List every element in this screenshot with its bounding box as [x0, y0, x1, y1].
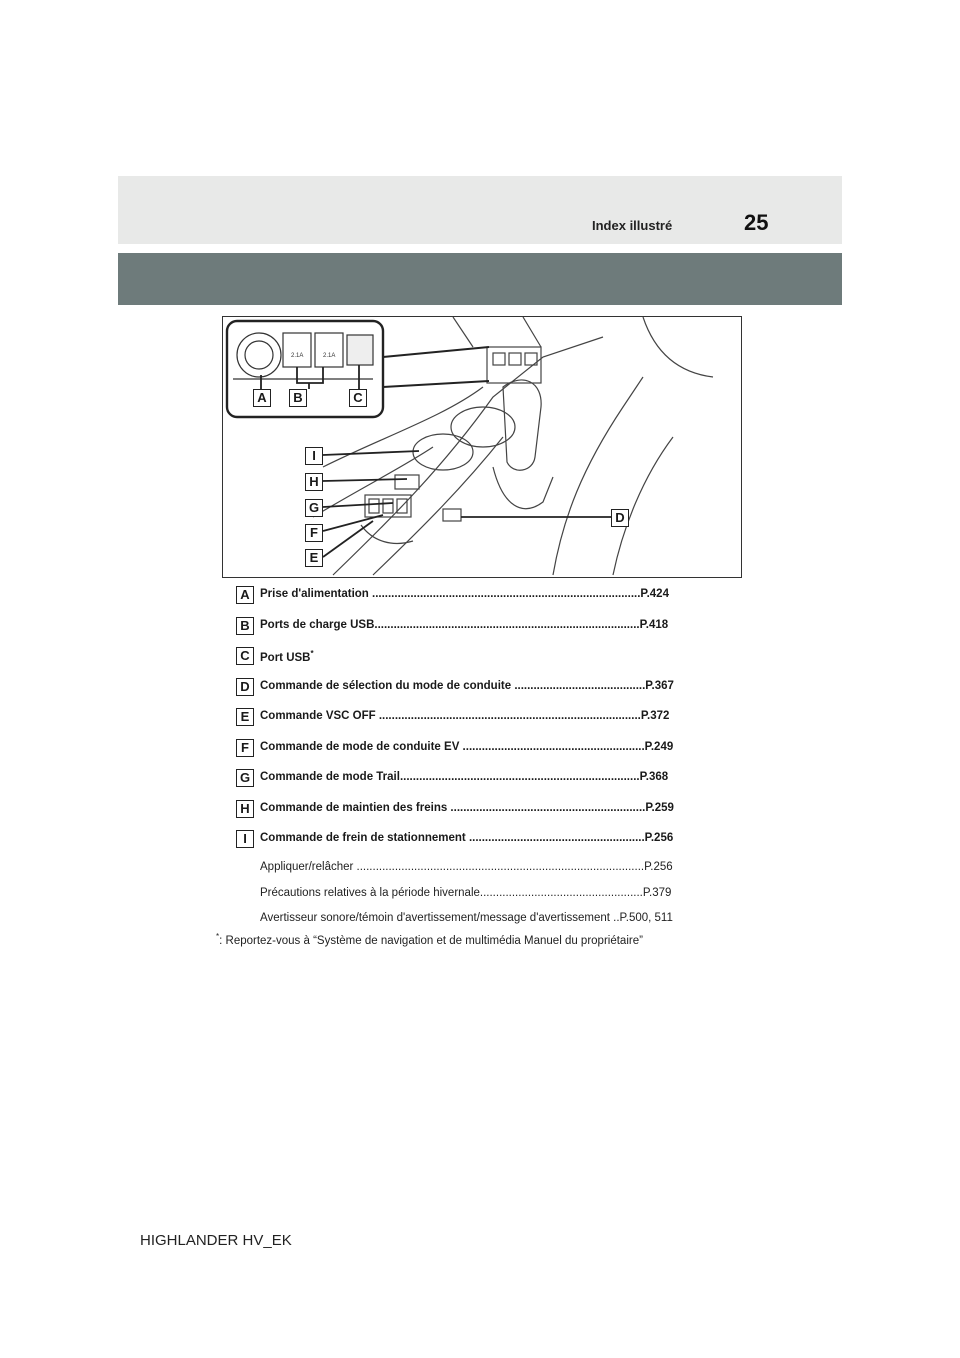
header-band	[118, 176, 842, 244]
item-text: Commande de mode de conduite EV .........................................................P.249	[260, 741, 674, 753]
index-item-i	[236, 830, 724, 852]
callout-i: I	[305, 447, 323, 465]
item-text: Commande de maintien des freins .............................................................P.259	[260, 802, 674, 814]
index-item-b	[236, 617, 724, 639]
index-item-h	[236, 800, 724, 822]
console-illustration	[222, 316, 742, 578]
footnote	[216, 932, 643, 947]
callout-g: G	[305, 499, 323, 517]
item-text: Commande de mode Trail...........................................................................P.368	[260, 771, 669, 783]
item-badge: E	[236, 708, 254, 726]
item-badge: C	[236, 647, 254, 665]
item-text: Prise d'alimentation ....................................................................................P.424	[260, 588, 669, 600]
item-badge: D	[236, 678, 254, 696]
header-bar	[118, 253, 842, 305]
item-text	[260, 649, 724, 664]
subitem-winter-precautions: Précautions relatives à la période hivernale...................................................P.379	[260, 887, 672, 899]
subitem-apply-release: Appliquer/relâcher ..........................................................................................P.256	[260, 861, 673, 873]
index-item-e	[236, 708, 724, 730]
item-label: Port USB	[260, 651, 311, 664]
footnote-mark: *	[216, 932, 220, 941]
index-item-f	[236, 739, 724, 761]
item-badge: A	[236, 586, 254, 604]
index-item-g	[236, 769, 724, 791]
console-drawing	[223, 317, 741, 577]
item-badge: G	[236, 769, 254, 787]
footnote-text: : Reportez-vous à “Système de navigation et de multimédia Manuel du propriétaire”	[219, 934, 643, 947]
item-badge: H	[236, 800, 254, 818]
callout-e: E	[305, 549, 323, 567]
item-badge: B	[236, 617, 254, 635]
item-text: Commande de sélection du mode de conduite .........................................P.367	[260, 680, 674, 692]
item-badge: F	[236, 739, 254, 757]
model-name: HIGHLANDER HV_EK	[140, 1232, 292, 1249]
callout-b: B	[289, 389, 307, 407]
callout-h: H	[305, 473, 323, 491]
index-item-a	[236, 586, 724, 608]
callout-f: F	[305, 524, 323, 542]
section-title: Index illustré	[592, 218, 673, 233]
callout-c: C	[349, 389, 367, 407]
item-text: Commande de frein de stationnement .......................................................P.256	[260, 832, 674, 844]
callout-a: A	[253, 389, 271, 407]
page-number: 25	[744, 210, 769, 235]
subitem-warning-buzzer: Avertisseur sonore/témoin d'avertissement/message d'avertissement ..P.500, 511	[260, 912, 673, 924]
item-text: Commande VSC OFF ..................................................................................P.372	[260, 710, 670, 722]
callout-d: D	[611, 509, 629, 527]
item-badge: I	[236, 830, 254, 848]
index-item-d	[236, 678, 724, 700]
port-label-2: 2.1A	[323, 353, 336, 359]
item-text: Ports de charge USB...................................................................................P.418	[260, 619, 669, 631]
index-item-c	[236, 647, 724, 669]
footnote-marker: *	[310, 649, 314, 658]
port-label-1: 2.1A	[291, 353, 304, 359]
